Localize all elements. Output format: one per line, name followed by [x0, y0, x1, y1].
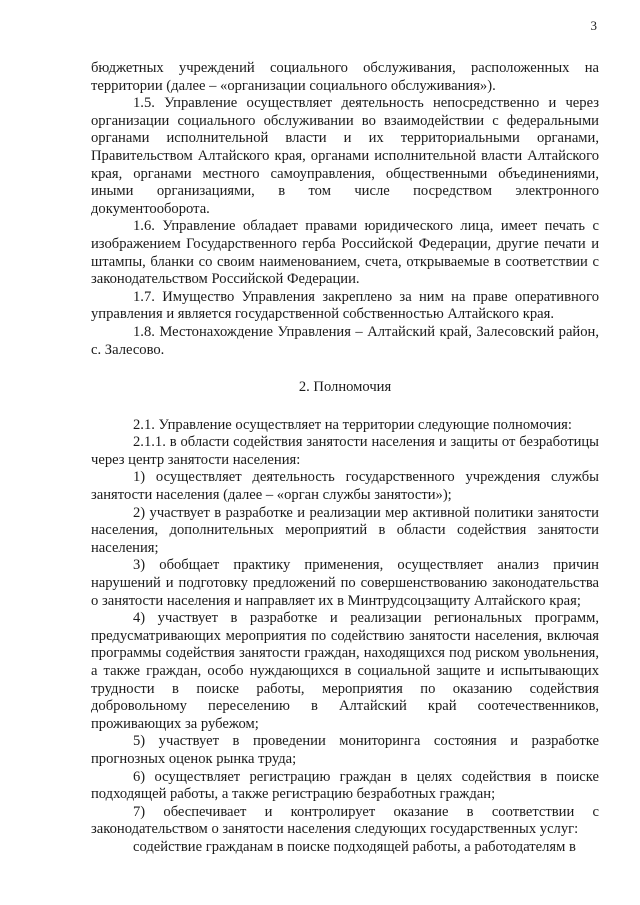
paragraph-1-6: 1.6. Управление обладает правами юридического лица, имеет печать с изображением Государственного герба Российской Федерации, другие печати и штампы, бланки со своим наименованием, счета, открываемые в соответствии с законодательством Российской Федерации.	[91, 218, 599, 288]
paragraph-2-1-1: 2.1.1. в области содействия занятости населения и защиты от безработицы через центр занятости населения:	[91, 434, 599, 468]
page-number: 3	[590, 18, 597, 33]
list-item-1: 1) осуществляет деятельность государственного учреждения службы занятости населения (далее – «орган службы занятости»);	[91, 469, 599, 504]
paragraph-1-5: 1.5. Управление осуществляет деятельность непосредственно и через организации социального обслуживании во взаимодействии с федеральными органами исполнительной власти и их территориальными органами, Правительством Алтайского края, органами исполнительной власти Алтайского края, органами местного самоуправления, общественными объединениями, иными организациями, в том числе посредством электронного документооборота.	[91, 95, 599, 217]
list-item-3: 3) обобщает практику применения, осуществляет анализ причин нарушений и подготовку предложений по совершенствованию законодательства о занятости населения и направляет их в Минтрудсоцзащиту Алтайского края;	[91, 557, 599, 609]
document-body	[91, 60, 599, 857]
paragraph-2-1: 2.1. Управление осуществляет на территории следующие полномочия:	[133, 416, 572, 433]
list-item-6: 6) осуществляет регистрацию граждан в целях содействия в поиске подходящей работы, а также регистрацию безработных граждан;	[91, 768, 599, 803]
paragraph-services: содействие гражданам в поиске подходящей работы, а работодателям в	[133, 838, 576, 855]
paragraph-continuation: бюджетных учреждений социального обслуживания, расположенных на территории (далее – «организации социального обслуживания»).	[91, 60, 599, 94]
list-item-7: 7) обеспечивает и контролирует оказание в соответствии с законодательством о занятости населения следующих государственных услуг:	[91, 803, 599, 838]
section-heading: 2. Полномочия	[298, 379, 392, 396]
list-item-4: 4) участвует в разработке и реализации региональных программ, предусматривающих мероприятия по содействию занятости населения, включая программы содействия занятости граждан, находящихся под риском увольнения, а также граждан, особо нуждающихся в социальной защите и испытывающих трудности в поиске работы, мероприятия по оказанию содействия добровольному переселению в Алтайский край соотечественников, проживающих за рубежом;	[91, 610, 599, 732]
paragraph-1-7: 1.7. Имущество Управления закреплено за ним на праве оперативного управления и является государственной собственностью Алтайского края.	[91, 288, 599, 323]
paragraph-1-8: 1.8. Местонахождение Управления – Алтайский край, Залесовский район, с. Залесово.	[91, 323, 599, 358]
list-item-2: 2) участвует в разработке и реализации мер активной политики занятости населения, дополнительных мероприятий в области содействия занятости населения;	[91, 504, 599, 556]
list-item-5: 5) участвует в проведении мониторинга состояния и разработке прогнозных оценок рынка труда;	[91, 733, 599, 767]
